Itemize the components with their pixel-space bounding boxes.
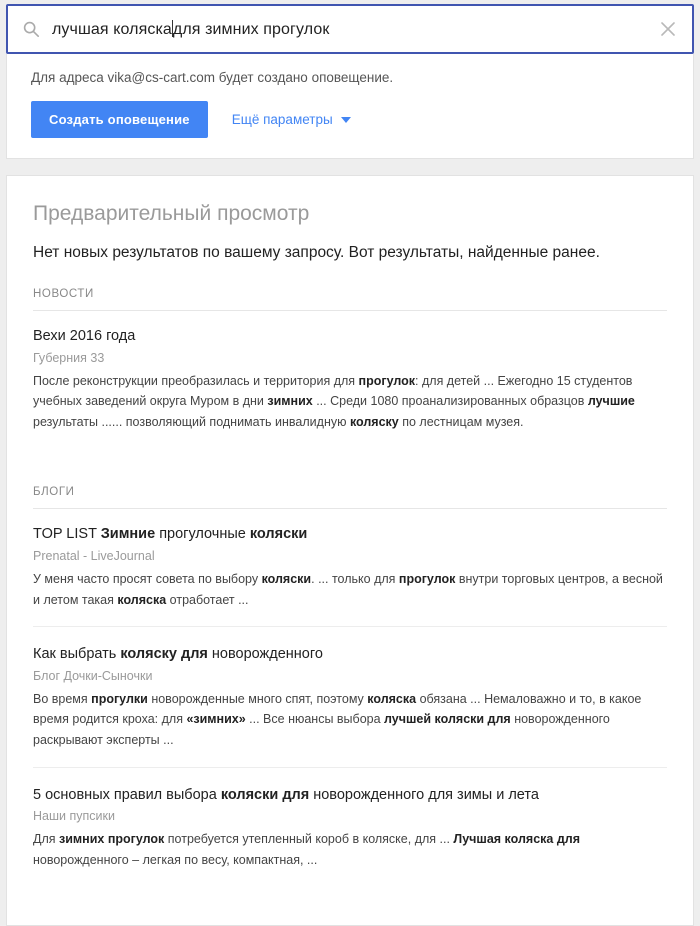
result-item[interactable] — [33, 645, 667, 767]
section-blogs — [33, 486, 667, 886]
result-source: Наши пупсики — [33, 809, 115, 824]
result-item[interactable] — [33, 786, 667, 887]
result-snippet: После реконструкции преобразилась и территория для прогулок: для детей ... Ежегодно 15 студентов учебных заведений округа Муром в дни зимних ... Среди 1080 проанализированных образцов лучшие результаты ...... позволяющий поднимать инвалидную коляску по лестницам музея. — [33, 373, 635, 429]
result-snippet: Во время прогулки новорожденные много спят, поэтому коляска обязана ... Немаловажно и то, в какое время родится кроха: для «зимних» ... Все нюансы выбора лучшей коляски для новорожденного раскрывают эксперты ... — [33, 691, 642, 748]
result-title[interactable]: Вехи 2016 года — [33, 328, 136, 344]
close-icon[interactable] — [658, 19, 678, 39]
more-options-toggle[interactable] — [232, 112, 351, 127]
search-query-after-caret: для зимних прогулок — [172, 20, 330, 38]
result-title[interactable]: 5 основных правил выбора коляски для новорожденного для зимы и лета — [33, 786, 539, 803]
alert-email-note: Для адреса vika@cs-cart.com будет создано оповещение. — [31, 70, 394, 85]
result-title[interactable]: TOP LIST Зимние прогулочные коляски — [33, 526, 308, 543]
search-icon — [22, 20, 40, 38]
alert-create-panel — [6, 54, 694, 159]
result-snippet: Для зимних прогулок потребуется утепленный короб в коляске, для ... Лучшая коляска для новорожденного – легкая по весу, компактная, ... — [33, 832, 580, 867]
page-title: Предварительный просмотр — [33, 202, 310, 225]
section-news — [33, 288, 667, 448]
result-title[interactable]: Как выбрать коляску для новорожденного — [33, 646, 323, 663]
more-options-label: Ещё параметры — [231, 112, 333, 127]
result-item[interactable] — [33, 525, 667, 627]
search-query-before-caret: лучшая коляска — [52, 20, 172, 38]
result-source: Prenatal - LiveJournal — [33, 549, 155, 563]
search-input[interactable] — [52, 20, 658, 39]
section-heading-blogs: БЛОГИ — [33, 486, 667, 509]
section-heading-news: НОВОСТИ — [33, 288, 667, 311]
page-root — [0, 4, 700, 867]
preview-subtitle: Нет новых результатов по вашему запросу. Вот результаты, найденные ранее. — [33, 244, 600, 261]
create-alert-button[interactable]: Создать оповещение — [31, 101, 208, 138]
chevron-down-icon — [341, 117, 351, 123]
search-bar[interactable] — [6, 4, 694, 54]
result-source: Губерния 33 — [33, 350, 105, 365]
alert-actions — [31, 101, 669, 138]
spacer — [33, 466, 667, 474]
result-source: Блог Дочки-Сыночки — [33, 668, 153, 683]
preview-card — [6, 175, 694, 926]
result-item[interactable] — [33, 327, 667, 448]
result-snippet: У меня часто просят совета по выбору коляски. ... только для прогулок внутри торговых центров, а весной и летом такая коляска отработает ... — [33, 572, 663, 607]
